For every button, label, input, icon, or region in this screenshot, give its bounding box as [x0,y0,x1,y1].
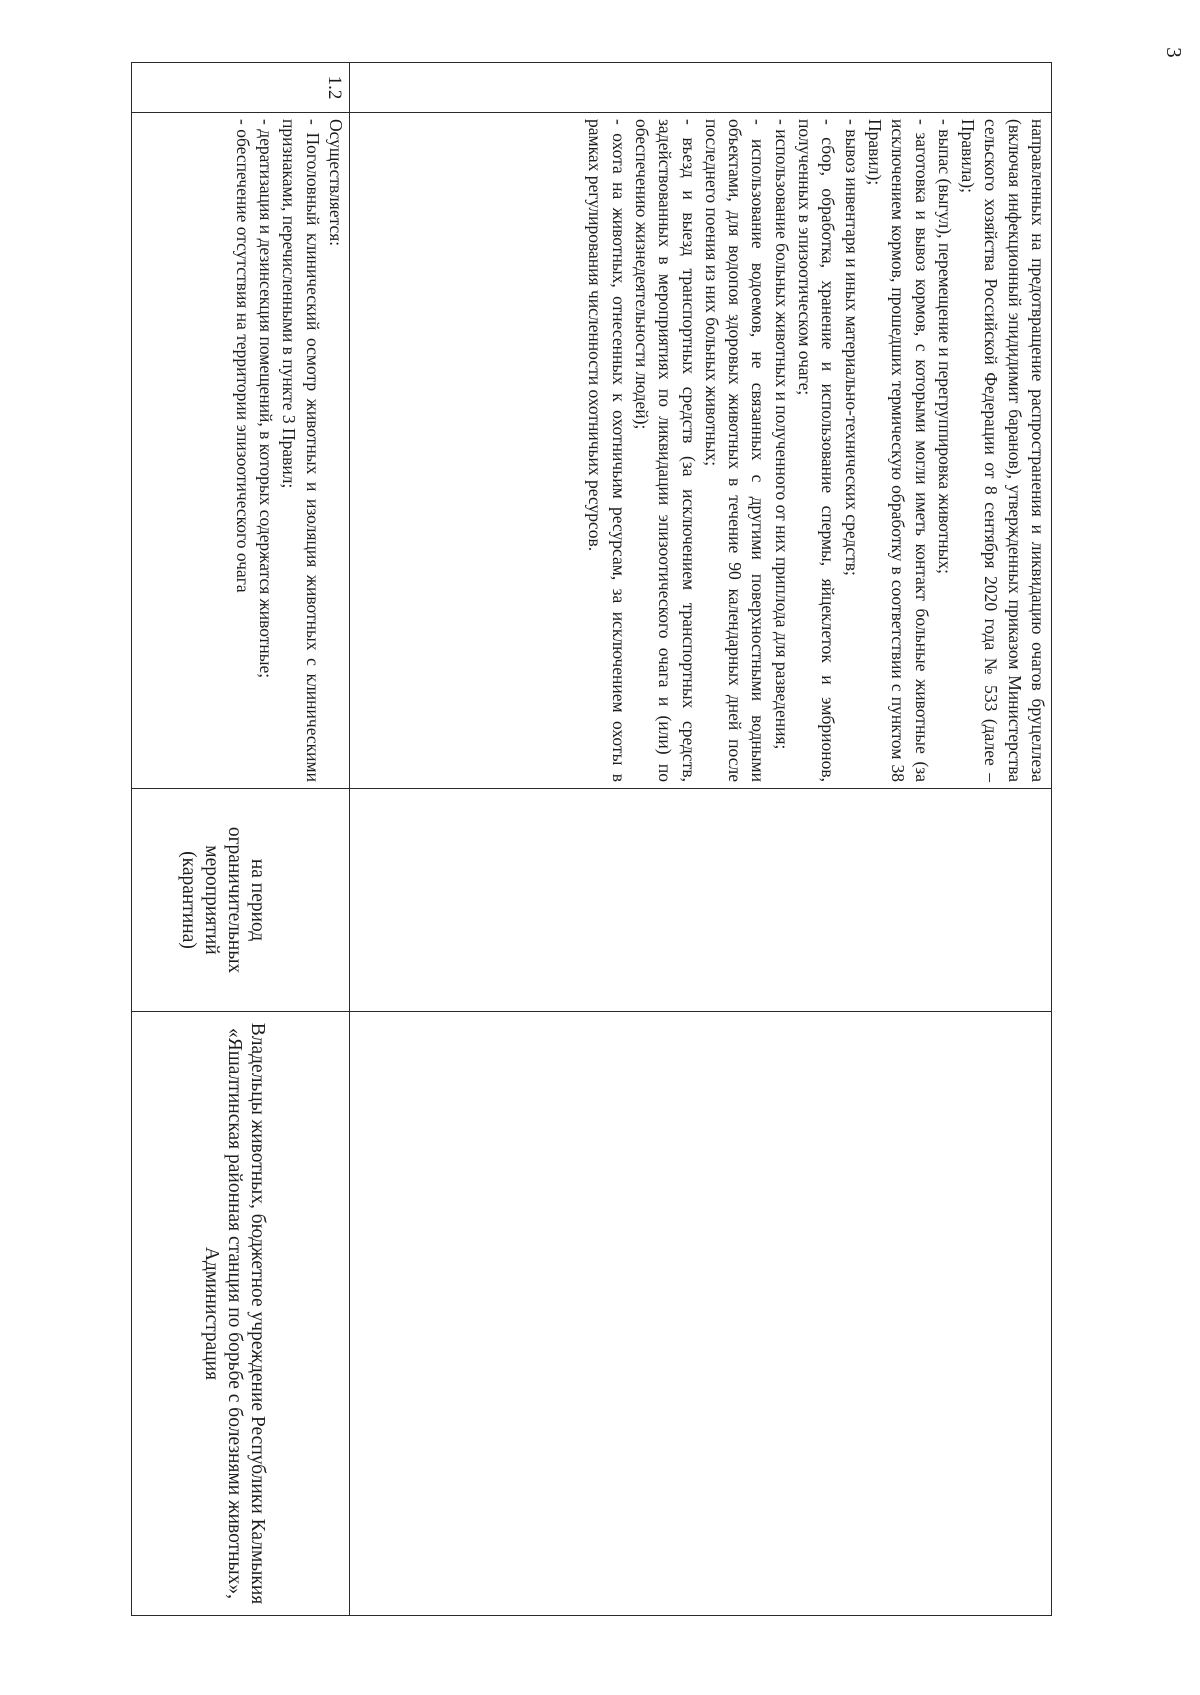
text-line: - выпас (выгул), перемещение и перегруппировка животных; [934,119,955,574]
text-line: - сбор, обработка, хранение и использование спермы, яйцеклеток и эмбрионов, полученных в эпизоотическом очаге; [795,119,839,782]
text-line: - Поголовный клинический осмотр животных и изоляция животных с клиническими признаками, перечисленными в пункте 3 Правил; [279,119,323,782]
text-line: - въезд и выезд транспортных средств (за исключением транспортных средств, задействованных в мероприятиях по ликвидации эпизоотического очага и (или) по обеспечению жизнедеятельности людей); [631,119,699,782]
row-number-cell [350,63,1052,113]
text-line: - заготовка и вывоз кормов, с которыми могли иметь контакт больные животные (за исключением кормов, прошедших термическую обработку в соответствии с пунктом 38 Правил); [864,119,932,782]
text-line: - обеспечение отсутствия на территории эпизоотического очага [232,119,253,593]
measures-table [131,62,1052,1616]
text-line: - охота на животных, отнесенных к охотничьим ресурсам, за исключением охоты в рамках регулирования численности охотничьих ресурсов. [585,119,629,782]
rotated-page-content [132,62,1052,1615]
text-line: - вывоз инвентаря и иных материально-технических средств; [841,119,862,576]
term-cell [350,789,1052,1012]
text-line: направленных на предотвращение распространения и ликвидацию очагов бруцеллеза (включая инфекционный эпидидимит баранов), утвержденных приказом Министерства сельского хозяйства Российской Федерации от 8 сентября 2020 года № 533 (далее – Правила); [958,119,1048,782]
table-row [350,63,1052,1616]
measures-text-cell [350,113,1052,789]
page-number: 3 [1161,47,1186,58]
table-row [132,63,350,1616]
text-line: - использование водоемов, не связанных с другими поверхностными водными объектами, для водопоя здоровых животных в течение 90 календарных дней после последнего поения из них больных животных; [701,119,769,782]
responsible-cell [350,1012,1052,1616]
term-cell: на период ограничительных мероприятий (карантина) [132,789,350,1012]
row-number-cell: 1.2 [132,63,350,113]
measures-text-cell [132,113,350,789]
text-line: Осуществляется: [326,119,346,247]
responsible-cell: Владельцы животных, бюджетное учреждение Республики Калмыкия «Яшалтинская районная станция по борьбе с болезнями животных», Администрация [132,1012,350,1616]
text-line: - использование больных животных и полученного от них приплода для разведения; [771,119,792,750]
text-line: - дератизация и дезинсекция помещений, в которых содержатся животные; [256,119,277,679]
